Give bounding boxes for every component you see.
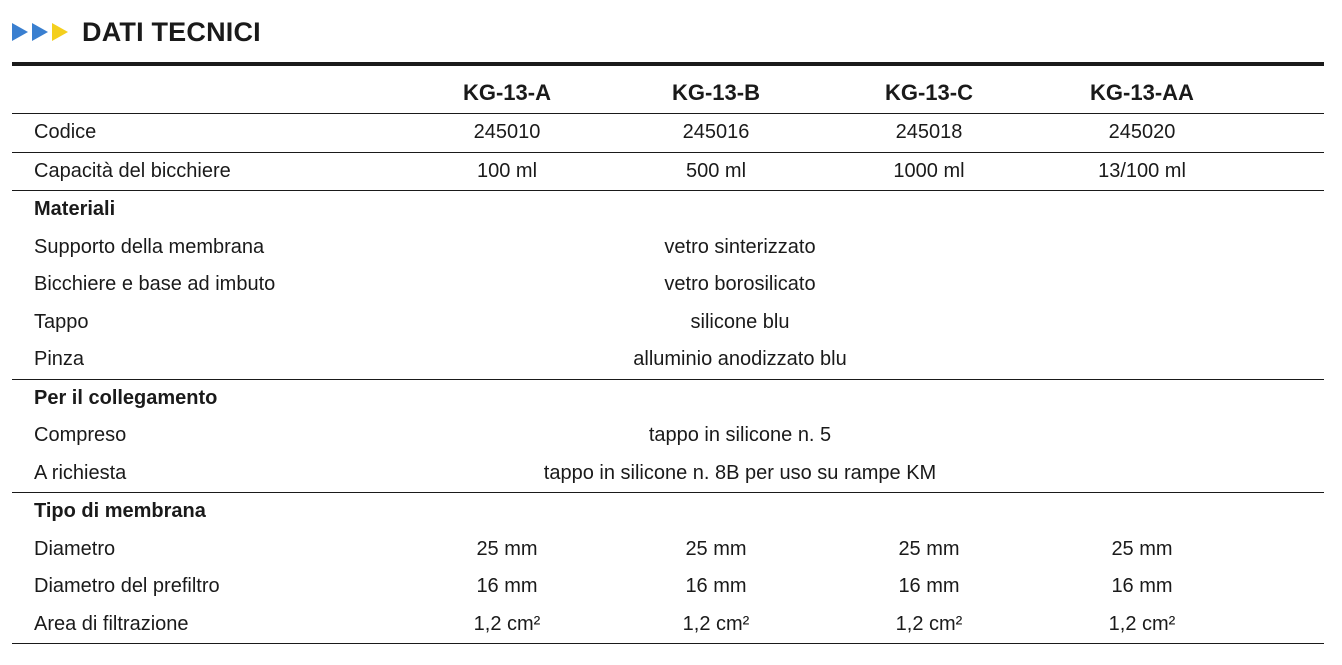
table-header-row <box>12 72 1324 114</box>
row-label: Compreso <box>34 424 127 447</box>
arrow-blue-icon <box>12 23 28 41</box>
row-label: Area di filtrazione <box>12 606 412 644</box>
merged-value-text: tappo in silicone n. 8B per uso su rampe KM <box>543 461 937 484</box>
section-row-collegamento <box>12 379 1324 417</box>
merged-value <box>412 455 1324 493</box>
top-divider <box>12 62 1324 66</box>
section-title: Per il collegamento <box>34 386 218 409</box>
row-label: Pinza <box>12 341 412 379</box>
cell-value: 1,2 cm² <box>830 606 1028 644</box>
table-row <box>12 417 1324 455</box>
cell-value: 25 mm <box>685 537 747 560</box>
section-row-membrana <box>12 493 1324 531</box>
cell-value: 500 ml <box>602 152 830 191</box>
merged-value <box>412 417 1324 455</box>
arrows-icon <box>12 23 68 41</box>
table-row <box>12 266 1324 304</box>
merged-value <box>412 229 1324 267</box>
merged-value-text: alluminio anodizzato blu <box>633 348 847 371</box>
cell-value: 1,2 cm² <box>602 606 830 644</box>
header-empty-cell <box>12 72 412 114</box>
section-header <box>12 14 261 50</box>
merged-value-text: vetro borosilicato <box>664 273 816 296</box>
column-header: KG-13-A <box>412 72 602 114</box>
cell-value: 100 ml <box>412 152 602 191</box>
merged-value-text: vetro sinterizzato <box>664 235 816 258</box>
row-filler <box>1256 114 1324 153</box>
table-row <box>12 455 1324 493</box>
section-title: Tipo di membrana <box>34 500 206 523</box>
table-row <box>12 606 1324 644</box>
merged-value <box>412 341 1324 379</box>
table-row <box>12 229 1324 267</box>
row-label: Codice <box>12 114 412 153</box>
row-filler <box>1256 531 1324 569</box>
cell-value: 16 mm <box>898 575 960 598</box>
table-row <box>12 568 1324 606</box>
row-label: Capacità del bicchiere <box>12 152 412 191</box>
table-row <box>12 114 1324 153</box>
cell-value: 245018 <box>830 114 1028 153</box>
section-title: Materiali <box>34 198 116 221</box>
row-label: Supporto della membrana <box>34 235 265 258</box>
cell-value: 25 mm <box>476 537 538 560</box>
table-row <box>12 531 1324 569</box>
cell-value: 1000 ml <box>830 152 1028 191</box>
row-label: Diametro del prefiltro <box>34 575 220 598</box>
cell-value: 1,2 cm² <box>412 606 602 644</box>
table-row <box>12 304 1324 342</box>
cell-value: 245010 <box>412 114 602 153</box>
cell-value: 16 mm <box>685 575 747 598</box>
merged-value-text: tappo in silicone n. 5 <box>648 424 832 447</box>
column-header: KG-13-B <box>602 72 830 114</box>
header-filler <box>1256 72 1324 114</box>
cell-value: 25 mm <box>1111 537 1173 560</box>
row-label: A richiesta <box>12 455 412 493</box>
page-title: DATI TECNICI <box>82 16 261 47</box>
merged-value-text: silicone blu <box>690 310 790 333</box>
cell-value: 245020 <box>1028 114 1256 153</box>
row-label: Tappo <box>34 310 89 333</box>
merged-value <box>412 266 1324 304</box>
row-filler <box>1256 568 1324 606</box>
cell-value: 25 mm <box>898 537 960 560</box>
row-filler <box>1256 606 1324 644</box>
column-header: KG-13-AA <box>1028 72 1256 114</box>
technical-data-table <box>12 72 1324 644</box>
cell-value: 1,2 cm² <box>1028 606 1256 644</box>
merged-value <box>412 304 1324 342</box>
row-label: Bicchiere e base ad imbuto <box>34 273 276 296</box>
row-filler <box>1256 152 1324 191</box>
column-header: KG-13-C <box>830 72 1028 114</box>
arrow-blue-icon <box>32 23 48 41</box>
table-row <box>12 152 1324 191</box>
table-row <box>12 341 1324 379</box>
arrow-yellow-icon <box>52 23 68 41</box>
section-row-materiali <box>12 191 1324 229</box>
row-label: Diametro <box>34 537 116 560</box>
cell-value: 245016 <box>602 114 830 153</box>
cell-value: 13/100 ml <box>1028 152 1256 191</box>
cell-value: 16 mm <box>1111 575 1173 598</box>
cell-value: 16 mm <box>476 575 538 598</box>
